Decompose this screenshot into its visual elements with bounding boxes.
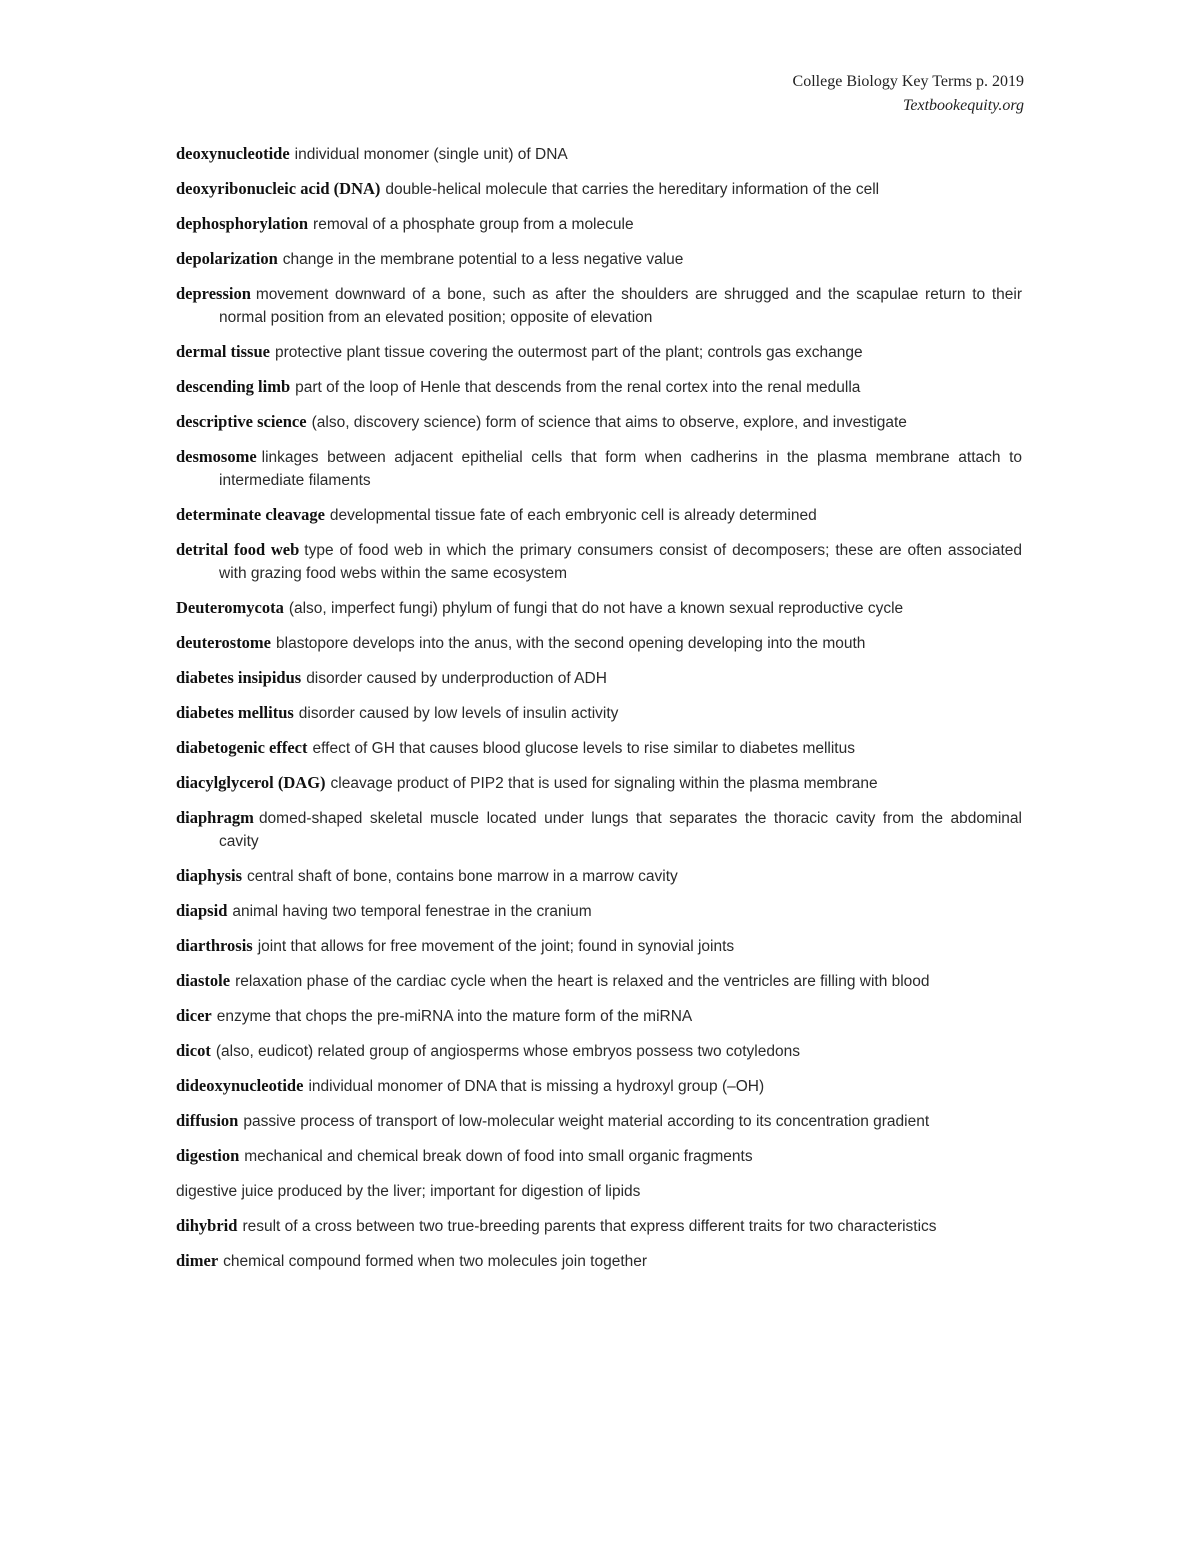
glossary-entry	[176, 701, 1022, 725]
glossary-definition: passive process of transport of low-molecular weight material according to its concentration gradient	[243, 1113, 930, 1130]
glossary-entry	[176, 864, 1022, 888]
glossary-term: deoxyribonucleic acid (DNA)	[176, 179, 381, 198]
glossary-term: diarthrosis	[176, 936, 253, 955]
glossary-entry	[176, 177, 1022, 201]
glossary-term: diastole	[176, 971, 231, 990]
glossary-term: dideoxynucleotide	[176, 1076, 304, 1095]
glossary-term: dermal tissue	[176, 342, 270, 361]
glossary-entry	[176, 1109, 1022, 1133]
glossary-entry	[176, 282, 1022, 329]
glossary-definition: relaxation phase of the cardiac cycle when the heart is relaxed and the ventricles are filling with blood	[235, 973, 930, 990]
glossary-definition: (also, imperfect fungi) phylum of fungi that do not have a known sexual reproductive cycle	[288, 600, 904, 617]
glossary-term: diaphysis	[176, 866, 243, 885]
glossary-term: desmosome	[176, 447, 257, 466]
glossary-definition: effect of GH that causes blood glucose levels to rise similar to diabetes mellitus	[312, 740, 855, 757]
glossary-definition: result of a cross between two true-breeding parents that express different traits for two characteristics	[242, 1218, 937, 1235]
glossary-entry	[176, 1179, 1022, 1203]
glossary-entry	[176, 375, 1022, 399]
glossary-term: determinate cleavage	[176, 505, 325, 524]
glossary-term: dihybrid	[176, 1216, 238, 1235]
glossary-term: dimer	[176, 1251, 219, 1270]
glossary-definition: disorder caused by underproduction of ADH	[306, 670, 607, 687]
glossary-entry	[176, 1249, 1022, 1273]
glossary-term: descending limb	[176, 377, 291, 396]
glossary-term: depolarization	[176, 249, 278, 268]
glossary-term: dicer	[176, 1006, 212, 1025]
glossary-definition: central shaft of bone, contains bone marrow in a marrow cavity	[247, 868, 678, 885]
glossary-definition: double-helical molecule that carries the hereditary information of the cell	[385, 181, 880, 198]
glossary-definition: type of food web in which the primary consumers consist of decomposers; these are often associated with grazing food webs within the same ecosystem	[219, 542, 1022, 582]
source-site: Textbookequity.org	[902, 97, 1024, 114]
glossary-entry	[176, 503, 1022, 527]
glossary-definition: domed-shaped skeletal muscle located under lungs that separates the thoracic cavity from the abdominal cavity	[219, 810, 1022, 850]
glossary-term: diacylglycerol (DAG)	[176, 773, 326, 792]
glossary-term: dephosphorylation	[176, 214, 309, 233]
glossary-definition: enzyme that chops the pre-miRNA into the mature form of the miRNA	[216, 1008, 693, 1025]
glossary-definition: joint that allows for free movement of the joint; found in synovial joints	[257, 938, 735, 955]
glossary-definition: chemical compound formed when two molecules join together	[223, 1253, 648, 1270]
glossary-entry	[176, 899, 1022, 923]
glossary-entry	[176, 771, 1022, 795]
glossary-entry	[176, 969, 1022, 993]
glossary-term: Deuteromycota	[176, 598, 284, 617]
glossary-entry	[176, 934, 1022, 958]
glossary-definition: removal of a phosphate group from a molecule	[313, 216, 634, 233]
glossary-entry	[176, 1214, 1022, 1238]
glossary-entry	[176, 538, 1022, 585]
glossary-entry	[176, 736, 1022, 760]
glossary-definition: movement downward of a bone, such as after the shoulders are shrugged and the scapulae return to their normal position from an elevated position; opposite of elevation	[219, 286, 1022, 326]
glossary-entry	[176, 340, 1022, 364]
glossary-entry	[176, 806, 1022, 853]
glossary-definition: individual monomer (single unit) of DNA	[294, 146, 568, 163]
glossary-entry	[176, 1144, 1022, 1168]
glossary-definition: developmental tissue fate of each embryonic cell is already determined	[329, 507, 817, 524]
glossary-term: diabetes mellitus	[176, 703, 294, 722]
glossary-definition: individual monomer of DNA that is missing a hydroxyl group (–OH)	[308, 1078, 765, 1095]
glossary-definition: animal having two temporal fenestrae in the cranium	[232, 903, 592, 920]
glossary-term: diaphragm	[176, 808, 254, 827]
glossary-term: diapsid	[176, 901, 228, 920]
glossary-definition: cleavage product of PIP2 that is used for signaling within the plasma membrane	[330, 775, 878, 792]
glossary-term: detrital food web	[176, 540, 300, 559]
glossary-definition: (also, discovery science) form of science that aims to observe, explore, and investigate	[311, 414, 907, 431]
glossary-definition: change in the membrane potential to a less negative value	[282, 251, 684, 268]
glossary-entry	[176, 142, 1022, 166]
glossary-entry	[176, 1004, 1022, 1028]
glossary-entry	[176, 247, 1022, 271]
glossary-definition: part of the loop of Henle that descends from the renal cortex into the renal medulla	[295, 379, 861, 396]
glossary-term: diffusion	[176, 1111, 239, 1130]
glossary-term: deuterostome	[176, 633, 272, 652]
glossary-term: descriptive science	[176, 412, 307, 431]
glossary-definition: blastopore develops into the anus, with the second opening developing into the mouth	[276, 635, 866, 652]
glossary-term: depression	[176, 284, 251, 303]
glossary-list	[176, 142, 1022, 1284]
glossary-definition: disorder caused by low levels of insulin activity	[298, 705, 619, 722]
glossary-definition: linkages between adjacent epithelial cells that form when cadherins in the plasma membrane attach to intermediate filaments	[219, 449, 1022, 489]
glossary-entry	[176, 445, 1022, 492]
page-header	[793, 70, 1024, 118]
glossary-entry	[176, 1074, 1022, 1098]
glossary-definition: protective plant tissue covering the outermost part of the plant; controls gas exchange	[274, 344, 863, 361]
glossary-term: diabetes insipidus	[176, 668, 302, 687]
glossary-term: digestion	[176, 1146, 240, 1165]
glossary-definition: (also, eudicot) related group of angiosperms whose embryos possess two cotyledons	[215, 1043, 800, 1060]
glossary-definition: mechanical and chemical break down of food into small organic fragments	[244, 1148, 753, 1165]
glossary-entry	[176, 631, 1022, 655]
glossary-term: dicot	[176, 1041, 211, 1060]
glossary-entry	[176, 1039, 1022, 1063]
glossary-entry	[176, 596, 1022, 620]
document-title: College Biology Key Terms p. 2019	[792, 73, 1024, 90]
glossary-term: deoxynucleotide	[176, 144, 290, 163]
glossary-entry	[176, 212, 1022, 236]
glossary-term: diabetogenic effect	[176, 738, 308, 757]
glossary-entry	[176, 666, 1022, 690]
glossary-entry	[176, 410, 1022, 434]
glossary-definition: digestive juice produced by the liver; important for digestion of lipids	[176, 1183, 641, 1200]
